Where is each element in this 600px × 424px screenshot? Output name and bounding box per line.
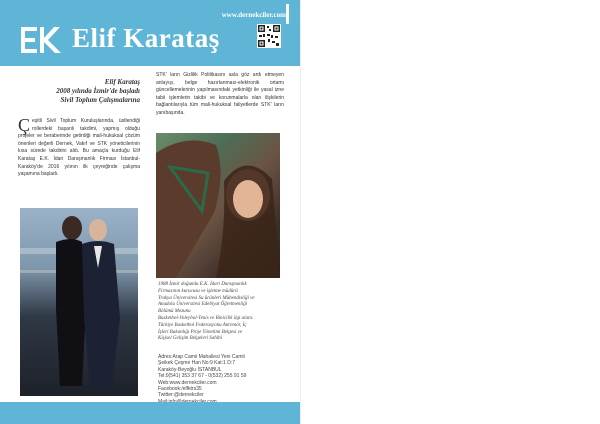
qr-code-icon [257,24,281,48]
bio-line: Firmasının kurucusu ve işletme müdürü [158,288,238,294]
page-header [0,0,300,66]
bio-line: Türkiye Basketbol Federasyonu Antrenör, İç [158,322,247,328]
bio-line: Kişisel Gelişim Belgeleri Sahibi [158,336,223,342]
intro-heading [18,78,140,105]
couple-silhouette-icon [20,208,138,396]
contact-facebook-link[interactable]: Facebook:/elfktrs35 [158,386,202,393]
contact-block [158,354,278,405]
bio-line: Trakya Üniversitesi Su ürünleri Mühendisliği ve [158,295,255,301]
header-accent-bar [286,4,289,24]
portrait-with-horse-photo [156,133,280,278]
intro-subtitle: 2008 yılında İzmir'de başladı [56,87,140,95]
body-paragraph [18,115,140,179]
policy-paragraph: STK' ların Gizlilik Politikasını asla göz ardı etmeyen anlayışı, belge hazırlanması-elektronik ortamı güncellemelerinin yapılmasındaki yetkinliği ile yasal izne tabii işlemlerin takibi ve korunmalarla olan ilişkilerin bağlantılarıyla tüm mali-hukuksal faliyetlerde STK' ların yanıbaşında. [156,72,284,116]
bio-line: İşleri Bakanlığı Proje Yönetimi Belgesi ve [158,329,243,335]
drop-cap: Ç [18,115,31,135]
contact-city: Karaköy-Beyoğlu İSTANBUL [158,366,222,373]
couple-photo [20,208,138,396]
bio-line: Bölümü Mezunu [158,309,191,315]
contact-phone[interactable]: Tel:0(541) 353 37 67 - 0(532) 255 91 59 [158,373,247,380]
bio-line: Anadolu Üniversitesi Edebiyat Öğretmenliği [158,302,248,308]
contact-address: Adres:Arap Camii Mahallesi Yeni Camii [158,354,245,360]
ek-logo-icon [21,27,61,53]
bio-line: Basketbol-Voleybol-Tenis ve Binicilik ilgi alanı. [158,315,254,321]
body-text: eşitli Sivil Toplum Kuruluşlarında, üstlendiği rollerdeki başarılı takdimi, yapmış olduğu projeler ve beraberinde getirdiği mali-hukuksal çözüm önerileri değerli Dernek, Vakıf ve STK yöneticilerinin kısa sürede takdirini aldı. Bu amaçla kurduğu Elif Karataş E.K. İdari Danışmanlık Firması İstanbul-Karaköy'de 2016 yılının ilk çeyreğinde çalışma yaşamına başladı. [18,118,140,178]
bio-block [158,282,280,343]
horse-portrait-icon [156,133,280,278]
intro-subtitle-2: Sivil Toplum Çalışmalarına [60,96,140,104]
intro-name: Elif Karataş [104,78,140,86]
page-footer-bar [0,402,300,424]
contact-web-link[interactable]: Web:www.dernekciler.com [158,379,217,386]
header-url: www.dernekciler.com [221,11,286,19]
contact-twitter-link[interactable]: Twitter:@dernekciler [158,392,204,399]
contact-address-2: Şeikek Çeşme Han No:9 Kat:1 D:7 [158,360,235,367]
bio-line: 1988 İzmir doğumlu E.K. İdari Danışmanlık [158,282,247,287]
page-title: Elif Karataş [72,23,220,53]
